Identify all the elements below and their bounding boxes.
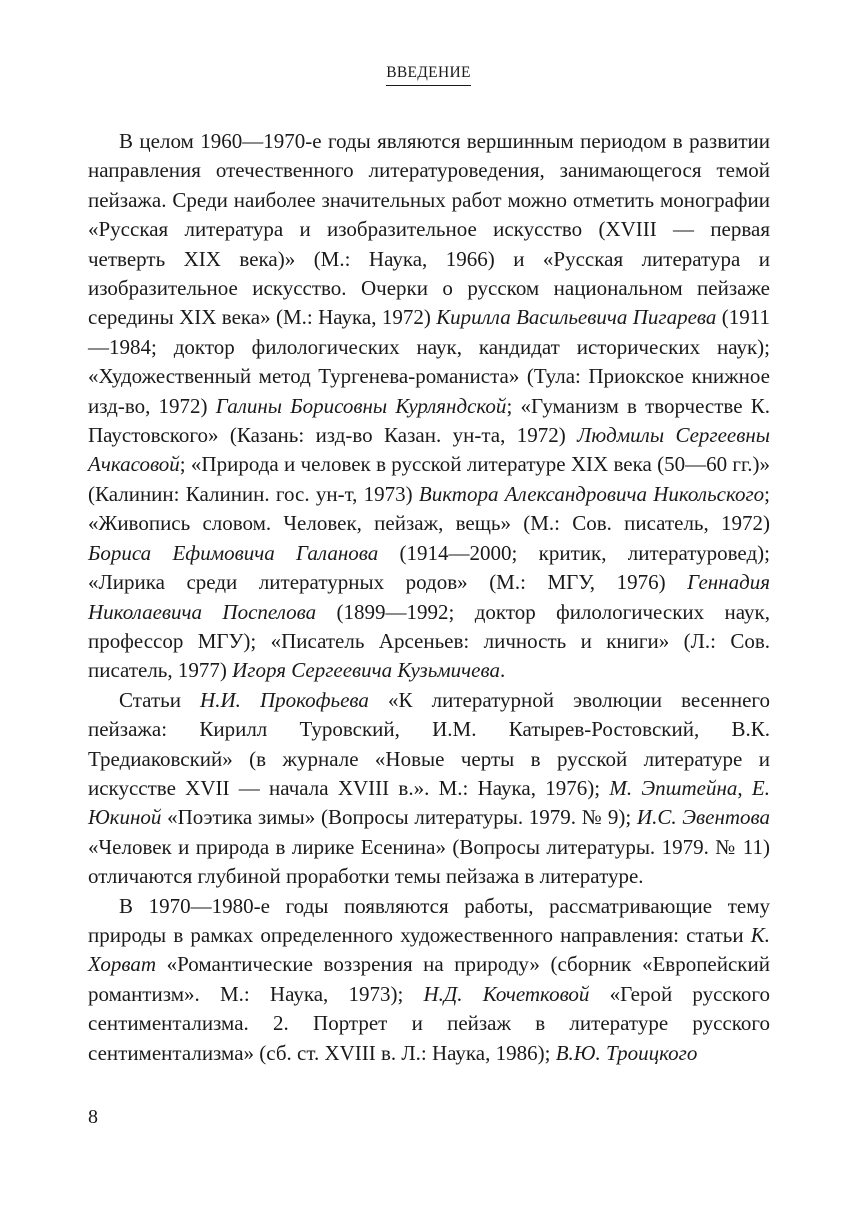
author-name: К. Хорват [88, 922, 770, 977]
author-name: Бориса Ефимовича Галанова [88, 540, 379, 565]
text-segment: ; «Гуманизм в творчестве К. Паустовского» (Казань: изд-во Казан. ун-та, 1972) [88, 393, 770, 448]
author-name: Виктора Александровича Никольского [418, 481, 765, 506]
text-segment: (1914—2000; критик, литературовед); «Лирика среди литературных родов» (М.: МГУ, 1976) [88, 540, 770, 595]
running-header-title: ВВЕДЕНИЕ [386, 64, 470, 86]
text-segment: В 1970—1980-е годы появляются работы, рассматривающие тему природы в рамках определенного художественного направления: статьи [88, 893, 770, 947]
author-name: Людмилы Сергеевны Ачкасовой [88, 423, 771, 477]
text-segment: «Герой русского сентиментализма. 2. Портрет и пейзаж в литературе русского сентиментализма» (сб. ст. XVIII в. Л.: Наука, 1986); [88, 981, 771, 1065]
text-segment: (1911—1984; доктор филологических наук, кандидат исторических наук); «Художественный метод Тургенева-романиста» (Тула: Приокское книжное изд-во, 1972) [88, 305, 771, 418]
paragraph-articles [88, 686, 770, 892]
text-segment: «Романтические воззрения на природу» (сборник «Европейский романтизм». М.: Наука, 1973); [88, 952, 770, 1006]
body-text [88, 127, 770, 1068]
paragraph-1960s-monographs [88, 127, 770, 686]
author-name: Н.Д. Кочетковой [423, 981, 590, 1006]
author-name: В.Ю. Троицкого [555, 1040, 698, 1065]
text-segment: «Человек и природа в лирике Есенина» (Вопросы литературы. 1979. № 11) отличаются глубиной проработки темы пейзажа в литературе. [88, 834, 770, 889]
text-segment: В целом 1960—1970-е годы являются вершинным периодом в развитии направления отечественного литературоведения, занимающегося темой пейзажа. Среди наиболее значительных работ можно отметить монографии «Русская литература и изобразительное искусство (XVIII — первая четверть XIX века)» (М.: Наука, 1966) и «Русская литература и изобразительное искусство. Очерки о русском национальном пейзаже середины XIX века» (М.: Наука, 1972) [88, 129, 770, 330]
author-name: Геннадия Николаевича Поспелова [88, 570, 770, 624]
author-name: Галины Борисовны Курляндской [215, 393, 507, 418]
author-name: М. Эпштейна [609, 775, 738, 800]
paragraph-1970s-1980s [88, 892, 770, 1068]
text-segment: , [737, 775, 752, 800]
running-header [0, 64, 857, 86]
text-segment: «Поэтика зимы» (Вопросы литературы. 1979. № 9); [161, 805, 637, 830]
text-segment: ; «Живопись словом. Человек, пейзаж, вещь» (М.: Сов. писатель, 1972) [88, 481, 771, 536]
text-segment: «К литературной эволюции весеннего пейзажа: Кирилл Туровский, И.М. Катырев-Ростовский, В.К. Тредиаковский» (в журнале «Новые черты в русской литературе и искусстве XVII — начала XVIII в.». М.: Наука, 1976); [88, 687, 770, 800]
author-name: Игоря Сергеевича Кузьмичева [232, 658, 500, 683]
text-segment: ; «Природа и человек в русской литературе XIX века (50—60 гг.)» (Калинин: Калинин. гос. ун-т, 1973) [88, 452, 770, 506]
text-segment: Статьи [119, 687, 201, 712]
text-segment: (1899—1992; доктор филологических наук, профессор МГУ); «Писатель Арсеньев: личность и книги» (Л.: Сов. писатель, 1977) [88, 599, 770, 683]
page-number: 8 [88, 1106, 98, 1128]
author-name: Н.И. Прокофьева [200, 687, 369, 712]
author-name: И.С. Эвентова [636, 805, 771, 830]
author-name: Е. Юкиной [88, 775, 770, 830]
author-name: Кирилла Васильевича Пигарева [436, 305, 717, 330]
text-segment: . [499, 658, 506, 683]
